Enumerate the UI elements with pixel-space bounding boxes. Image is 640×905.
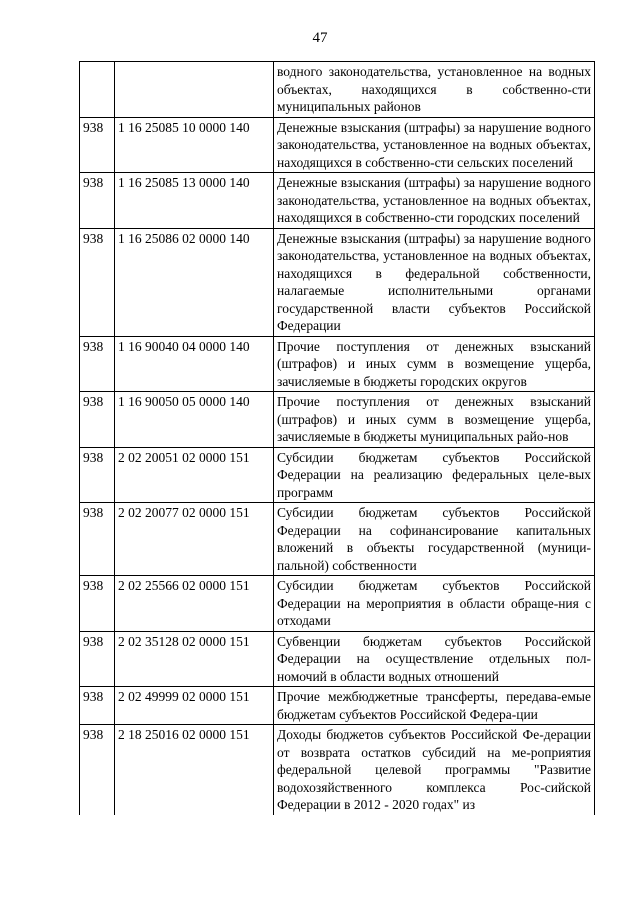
admin-code-cell: 938 — [80, 173, 115, 229]
admin-code-cell: 938 — [80, 228, 115, 336]
description-cell: Субсидии бюджетам субъектов Российской Федерации на софинансирование капитальных вложений в объекты государственной (муници-пальной) собственности — [274, 503, 595, 576]
table-row — [80, 447, 595, 503]
budget-code-cell: 1 16 90050 05 0000 140 — [115, 392, 274, 448]
table-row — [80, 228, 595, 336]
budget-code-cell: 2 02 20077 02 0000 151 — [115, 503, 274, 576]
description-cell: Прочие поступления от денежных взысканий (штрафов) и иных сумм в возмещение ущерба, зачисляемые в бюджеты городских округов — [274, 336, 595, 392]
budget-codes-table — [79, 61, 595, 815]
budget-code-cell: 2 02 20051 02 0000 151 — [115, 447, 274, 503]
table-row — [80, 576, 595, 632]
admin-code-cell: 938 — [80, 503, 115, 576]
budget-code-cell: 2 02 35128 02 0000 151 — [115, 631, 274, 687]
description-cell: Денежные взыскания (штрафы) за нарушение водного законодательства, установленное на водных объектах, находящихся в собственно-сти сельских поселений — [274, 117, 595, 173]
description-cell: Субсидии бюджетам субъектов Российской Федерации на мероприятия в области обраще-ния с отходами — [274, 576, 595, 632]
admin-code-cell — [80, 62, 115, 118]
table-row — [80, 503, 595, 576]
budget-code-cell: 1 16 90040 04 0000 140 — [115, 336, 274, 392]
budget-code-cell: 1 16 25085 13 0000 140 — [115, 173, 274, 229]
description-cell: Денежные взыскания (штрафы) за нарушение водного законодательства, установленное на водных объектах, находящихся в федеральной собственности, налагаемые исполнительными органами государственной власти субъектов Российской Федерации — [274, 228, 595, 336]
admin-code-cell: 938 — [80, 576, 115, 632]
admin-code-cell: 938 — [80, 117, 115, 173]
admin-code-cell: 938 — [80, 392, 115, 448]
description-cell: Субвенции бюджетам субъектов Российской Федерации на осуществление отдельных пол-номочий в области водных отношений — [274, 631, 595, 687]
table-row — [80, 62, 595, 118]
description-cell: Прочие межбюджетные трансферты, передава-емые бюджетам субъектов Российской Федера-ции — [274, 687, 595, 725]
table-row — [80, 336, 595, 392]
budget-code-cell: 2 02 25566 02 0000 151 — [115, 576, 274, 632]
description-cell: Доходы бюджетов субъектов Российской Фе-дерации от возврата остатков субсидий на ме-роприятия федеральной целевой программы "Развитие водохозяйственного комплекса Рос-сийской Федерации в 2012 - 2020 годах" из — [274, 725, 595, 815]
admin-code-cell: 938 — [80, 631, 115, 687]
admin-code-cell: 938 — [80, 447, 115, 503]
table-row — [80, 173, 595, 229]
budget-code-cell: 1 16 25086 02 0000 140 — [115, 228, 274, 336]
description-cell: Прочие поступления от денежных взысканий (штрафов) и иных сумм в возмещение ущерба, зачисляемые в бюджеты муниципальных райо-нов — [274, 392, 595, 448]
budget-code-cell — [115, 62, 274, 118]
admin-code-cell: 938 — [80, 687, 115, 725]
budget-code-cell: 2 18 25016 02 0000 151 — [115, 725, 274, 815]
description-cell: водного законодательства, установленное на водных объектах, находящихся в собственно-сти муниципальных районов — [274, 62, 595, 118]
table-row — [80, 631, 595, 687]
table-row — [80, 725, 595, 815]
budget-code-cell: 1 16 25085 10 0000 140 — [115, 117, 274, 173]
table-row — [80, 687, 595, 725]
page-number: 47 — [312, 30, 328, 46]
admin-code-cell: 938 — [80, 336, 115, 392]
table-row — [80, 392, 595, 448]
admin-code-cell: 938 — [80, 725, 115, 815]
description-cell: Денежные взыскания (штрафы) за нарушение водного законодательства, установленное на водных объектах, находящихся в собственно-сти городских поселений — [274, 173, 595, 229]
table-row — [80, 117, 595, 173]
budget-code-cell: 2 02 49999 02 0000 151 — [115, 687, 274, 725]
description-cell: Субсидии бюджетам субъектов Российской Федерации на реализацию федеральных целе-вых программ — [274, 447, 595, 503]
